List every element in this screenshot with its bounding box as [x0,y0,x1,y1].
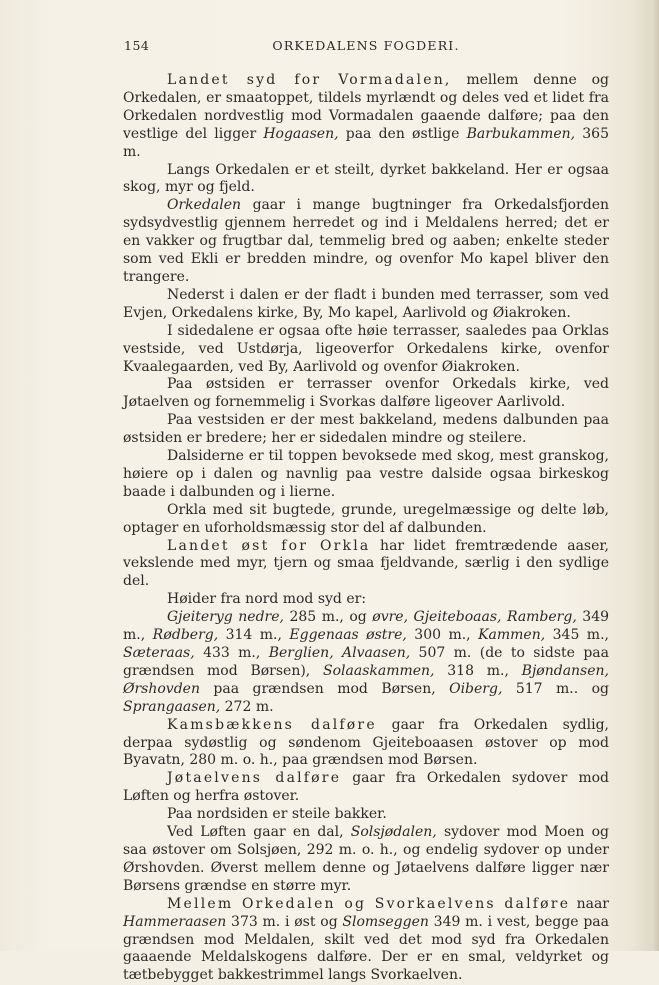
text-run: 517 m.. og [502,680,609,697]
italic-run: Bjøndansen, Ørshovden [123,662,609,697]
spaced-run: Kamsbækkens dalføre [167,716,377,733]
text-run: gaar i mange bugtninger fra Orkedalsfjorden sydsydvestlig gjennem herredet og ind i Meldalens herred; det er en vakker og frugtbar dal, temmelig bred og aaben; enkelte steder som ved Ekli er bredden mindre, og ovenfor Mo kapel bliver den trangere. [123,197,609,285]
italic-run: Eggenaas østre, [289,627,407,644]
text-run: 365 m. [123,125,609,160]
text-run: 373 m. i øst og [226,913,343,930]
text-run: 345 m., [545,627,609,644]
paragraph [123,287,609,323]
italic-run: Slomseggen [342,913,429,930]
spaced-run: Landet syd for Vormadalen, [167,72,452,88]
paragraph [123,591,609,609]
text-run: 349 m., [123,609,610,644]
italic-run: Orkedalen [167,197,242,214]
text-run: I sidedalene er ogsaa ofte høie terrasser, saaledes paa Orklas vestside, ved Ustdørja, ligeoverfor Orkedalens kirke, ovenfor Kvaalegaarden, ved By, Aarlivold og ovenfor Øiakroken. [123,322,609,375]
text-run: har lidet fremtrædende aaser, vekslende med myr, tjern og smaa fjeldvande, særlig i den sydlige del. [123,537,610,590]
paragraph [123,896,609,985]
page-edge [651,0,659,951]
paragraph [123,162,609,198]
body-text [123,72,609,985]
text-run: Orkla med sit bugtede, grunde, uregelmæssige og delte løb, optager en uforholdsmæssig stor del af dalbunden. [123,501,609,536]
text-run: Paa nordsiden er steile bakker. [167,806,387,823]
paragraph [123,197,609,287]
text-run: 349 m. i vest, begge paa grændsen mod Meldalen, skilt ved det mod syd fra Orkedalen gaaaende Meldalskogens dalføre. Der er en smal, veldyrket og tætbebygget bakkestrimmel langs Svorkaelven. [123,913,609,984]
running-title: ORKEDALENS FOGDERI. [272,38,460,53]
italic-run: Kammen, [478,627,546,644]
text-run: paa den østlige [338,125,467,142]
text-run: 285 m., og [283,609,373,626]
text-run: gaar fra Orkedalen sydover mod Løften og herfra østover. [123,770,609,805]
text-run: gaar fra Orkedalen sydlig, derpaa sydøstlig og søndenom Gjeiteboaasen østover op mod Byavatn, 280 m. o. h., paa grændsen mod Børsen. [123,716,609,769]
paragraph [123,448,609,502]
paragraph [123,806,609,824]
text-run: 272 m. [220,698,274,715]
italic-run: Solaaskammen, [323,662,435,679]
text-run: 318 m., [434,662,522,679]
spaced-run: Landet øst for Orkla [167,537,371,554]
paragraph [123,412,609,448]
italic-run: Barbukammen, [466,125,576,142]
text-run: 300 m., [406,627,479,644]
paragraph [123,323,609,377]
text-run: Nederst i dalen er der fladt i bunden med terrasser, som ved Evjen, Orkedalens kirke, By, Mo kapel, Aarlivold og Øiakroken. [123,286,609,321]
italic-run: Sæteraas, [123,645,195,661]
text-run: Paa østsiden er terrasser ovenfor Orkedals kirke, ved Jøtaelven og fornemmelig i Svorkas dalføre ligeover Aarlivold. [123,376,609,411]
text-run: sydover mod Moen og saa østover om Solsjøen, 292 m. o. h., og endelig sydover op under Ørshovden. Øverst mellem denne og Jøtaelvens dalføre ligger nær Børsens grændse en større myr. [123,824,610,894]
spaced-run: Mellem Orkedalen og Svorkaelvens dalføre [167,895,571,912]
paragraph [123,824,609,896]
italic-run: Hammeraasen [123,913,227,930]
paragraph [123,376,609,412]
text-run: 314 m., [218,627,290,644]
text-run: Paa vestsiden er der mest bakkeland, medens dalbunden paa østsiden er bredere; her er sidedalen mindre og steilere. [123,412,609,447]
page-number: 154 [124,38,150,53]
text-run: Ved Løften gaar en dal, [167,824,351,841]
text-run: Dalsiderne er til toppen bevoksede med skog, mest granskog, høiere op i dalen og navnlig paa vestre dalside ogsaa birkeskog baade i dalbunden og i lierne. [123,448,609,500]
text-run: 507 m. (de to sidste paa grændsen mod Børsen), [123,645,609,679]
text-run: naar [570,895,609,912]
italic-run: Sprangaasen, [123,698,221,715]
italic-run: Solsjødalen, [350,824,437,841]
italic-run: Hogaasen, [263,125,339,142]
paragraph [123,770,609,806]
italic-run: Berglien, Alvaasen, [268,645,411,661]
paragraph [123,609,609,716]
text-run: Høider fra nord mod syd er: [167,591,367,608]
italic-run: øvre, Gjeiteboaas, Ramberg, [372,609,577,626]
text-run: 433 m., [194,645,269,661]
italic-run: Gjeiteryg nedre, [167,609,284,626]
paragraph [123,502,609,538]
paragraph [123,717,609,771]
text-run: paa grændsen mod Børsen, [199,680,450,697]
paragraph [123,538,609,592]
paragraph [123,72,609,162]
spaced-run: Jøtaelvens dalføre [167,770,342,787]
text-run: mellem denne og Orkedalen, er smaatoppet, tildels myrlændt og deles ved et lidet fra Orkedalen nordvestlig mod Vormadalen gaaende dalføre; paa den vestlige del ligger [123,72,609,142]
text-run: Langs Orkedalen er et steilt, dyrket bakkeland. Her er ogsaa skog, myr og fjeld. [123,161,609,196]
italic-run: Rødberg, [152,627,219,644]
italic-run: Oiberg, [449,680,503,697]
